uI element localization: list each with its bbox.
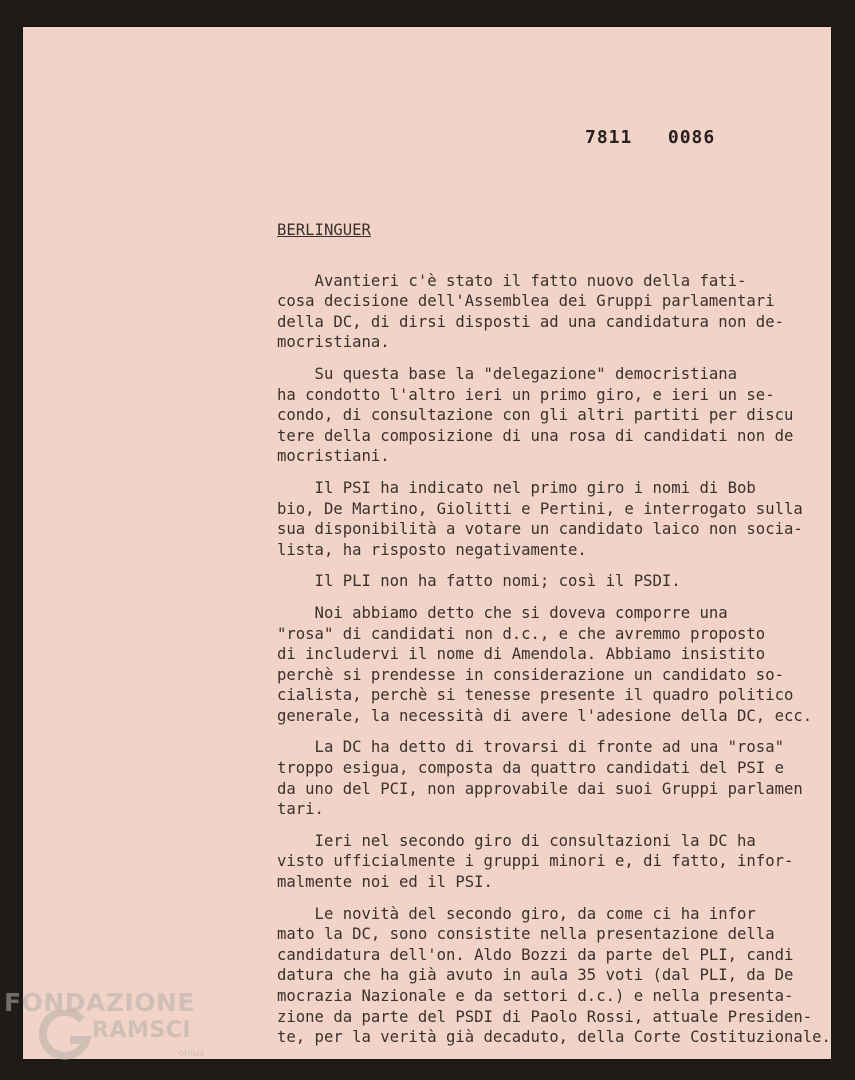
paragraph-line: Noi abbiamo detto che si doveva comporre una	[277, 603, 728, 622]
paragraph-line: cosa decisione dell'Assemblea dei Gruppi parlamentari	[277, 292, 775, 311]
paragraph-list	[277, 271, 852, 1048]
paragraph-line: mocristiani.	[277, 447, 390, 466]
paragraph-line: della DC, di dirsi disposti ad una candidatura non de-	[277, 312, 784, 331]
paragraph-line: mocristiana.	[277, 333, 390, 352]
document-body	[277, 220, 852, 1059]
paragraph-line: La DC ha detto di trovarsi di fronte ad una "rosa"	[277, 738, 784, 757]
logo-sub: onlus	[178, 1048, 205, 1059]
paragraph-line: di includervi il nome di Amendola. Abbiamo insistito	[277, 645, 766, 664]
paragraph-line: Il PLI non ha fatto nomi; così il PSDI.	[277, 572, 681, 591]
paragraph-line: malmente noi ed il PSI.	[277, 873, 493, 892]
paragraph	[277, 904, 852, 1048]
paragraph	[277, 737, 852, 819]
paragraph-line: Su questa base la "delegazione" democristiana	[277, 364, 738, 383]
paragraph-line: da uno del PCI, non approvabile dai suoi Gruppi parlamen	[277, 779, 803, 798]
archive-number: 7811 0086	[585, 127, 716, 148]
paragraph-line: generale, la necessità di avere l'adesione della DC, ecc.	[277, 706, 813, 725]
paragraph-line: Il PSI ha indicato nel primo giro i nomi di Bob	[277, 478, 756, 497]
paragraph	[277, 831, 852, 893]
paragraph-line: lista, ha risposto negativamente.	[277, 540, 587, 559]
paragraph-line: candidatura dell'on. Aldo Bozzi da parte del PLI, candi	[277, 945, 794, 964]
paragraph-line: tari.	[277, 800, 324, 819]
paragraph	[277, 478, 852, 560]
paragraph-line: visto ufficialmente i gruppi minori e, di fatto, infor-	[277, 852, 794, 871]
paragraph-line: zione da parte del PSDI di Paolo Rossi, attuale Presiden-	[277, 1007, 813, 1026]
paragraph-line: perchè si prendesse in considerazione un candidato so-	[277, 665, 784, 684]
paragraph	[277, 603, 852, 727]
document-title: BERLINGUER	[277, 221, 371, 239]
logo-line2: RAMSCI	[92, 1018, 192, 1043]
paragraph	[277, 364, 852, 467]
paragraph-line: mato la DC, sono consistite nella presentazione della	[277, 925, 775, 944]
paragraph-line: mocrazia Nazionale e da settori d.c.) e nella presenta-	[277, 987, 794, 1005]
paragraph-line: troppo esigua, composta da quattro candidati del PSI e	[277, 759, 784, 778]
paragraph-line: te, per la verità già decaduto, della Corte Costituzionale.	[277, 1028, 831, 1047]
paragraph-line: bio, De Martino, Giolitti e Pertini, e interrogato sulla	[277, 499, 803, 518]
paragraph-line: Le novità del secondo giro, da come ci ha infor	[277, 904, 756, 923]
document-page	[23, 27, 831, 1059]
logo-g-mark-icon	[34, 1010, 94, 1062]
paragraph-line: datura che ha già avuto in aula 35 voti (dal PLI, da De	[277, 966, 794, 985]
paragraph-line: Ieri nel secondo giro di consultazioni la DC ha	[277, 831, 756, 850]
paragraph-line: Avantieri c'è stato il fatto nuovo della fati-	[277, 271, 747, 290]
paragraph-line: condo, di consultazione con gli altri partiti per discu	[277, 406, 794, 425]
paragraph	[277, 571, 852, 592]
paragraph-line: sua disponibilità a votare un candidato laico non socia-	[277, 520, 803, 539]
paragraph-line: tere della composizione di una rosa di candidati non de	[277, 426, 794, 445]
fondazione-gramsci-logo	[4, 988, 214, 1068]
paragraph	[277, 271, 852, 353]
logo-line1: FONDAZIONE	[4, 988, 196, 1017]
paragraph-line: cialista, perchè si tenesse presente il quadro politico	[277, 686, 794, 705]
paragraph-line: ha condotto l'altro ieri un primo giro, e ieri un se-	[277, 385, 775, 404]
paragraph-line: "rosa" di candidati non d.c., e che avremmo proposto	[277, 624, 766, 643]
